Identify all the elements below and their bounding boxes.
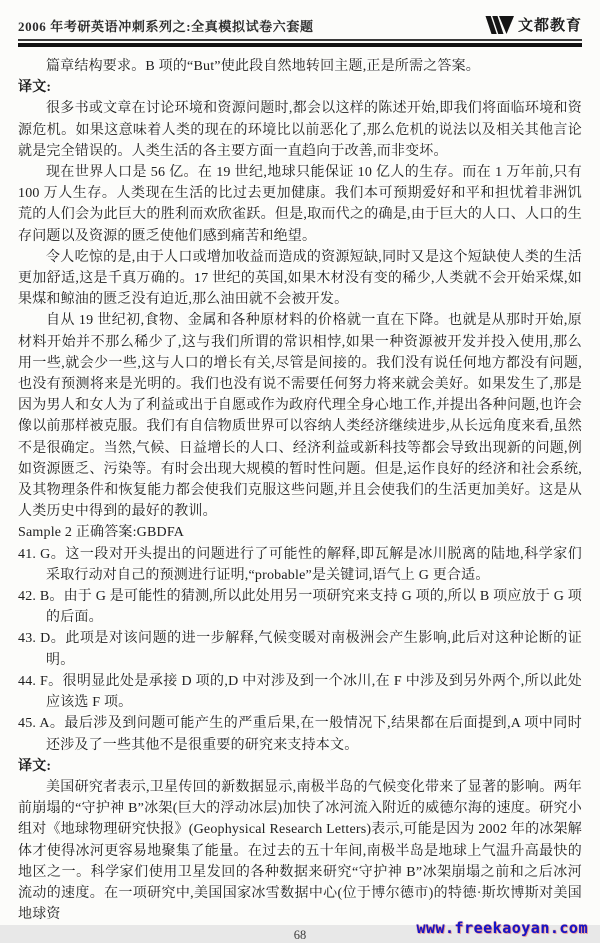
answer-item: 45. A。最后涉及到问题可能产生的严重后果,在一般情况下,结果都在后面提到,A 项中同时还涉及了一些其他不是很重要的研究来支持本文。 bbox=[18, 716, 582, 753]
watermark-link[interactable]: www.freekaoyan.com bbox=[416, 919, 588, 938]
header-title: 2006 年考研英语冲刺系列之:全真模拟试卷六套题 bbox=[18, 19, 314, 34]
translation-label: 译文: bbox=[18, 80, 52, 96]
paragraph: 令人吃惊的是,由于人口或增加收益而造成的资源短缺,同时又是这个短缺使人类的生活更加舒适,这是千真万确的。17 世纪的英国,如果木材没有变的稀少,人类就不会开始采煤,如果煤和鲸油的匮乏没有迫近,那么油田就不会被开发。 bbox=[18, 249, 582, 308]
header-rule-thin bbox=[18, 39, 582, 41]
answer-item: 44. F。很明显此处是承接 D 项的,D 中对涉及到一个冰川,在 F 中涉及到另外两个,所以此处应该选 F 项。 bbox=[18, 673, 582, 711]
header-rules bbox=[0, 35, 600, 47]
answer-item: 43. D。此项是对该问题的进一步解释,气候变暖对南极洲会产生影响,此后对这种论断的证明。 bbox=[18, 631, 582, 668]
document-body bbox=[0, 47, 600, 925]
page-header bbox=[0, 0, 600, 35]
answer-item: 41. G。这一段对开头提出的问题进行了可能性的解释,即瓦解是冰川脱离的陆地,科学家们采取行动对自己的预测进行证明,“probable”是关键词,语气上 G 更合适。 bbox=[18, 546, 582, 583]
paragraph: 篇章结构要求。B 项的“But”使此段自然地转回主题,正是所需之答案。 bbox=[46, 59, 480, 74]
page-number: 68 bbox=[293, 928, 307, 943]
paragraph: 现在世界人口是 56 亿。在 19 世纪,地球只能保证 10 亿人的生存。而在 1 万年前,只有 100 万人生存。人类现在生活的比过去更加健康。我们本可预期爱好和平和担忧着非洲饥荒的人们会为此巨大的胜利而欢欣雀跃。但是,取而代之的确是,由于巨大的人口、人口的生存问题以及资源的匮乏使他们感到痛苦和绝望。 bbox=[18, 165, 582, 244]
answer-item: 42. B。由于 G 是可能性的猜测,所以此处用另一项研究来支持 G 项的,所以 B 项应放于 G 项的后面。 bbox=[18, 589, 582, 626]
translation-label: 译文: bbox=[18, 758, 52, 774]
paragraph: 很多书或文章在讨论环境和资源问题时,都会以这样的陈述开始,即我们将面临环境和资源危机。如果这意味着人类的现在的环境比以前恶化了,那么危机的说法以及相关其他言论就是完全错误的。人类生活的各主要方面一直趋向于改善,而非变坏。 bbox=[18, 101, 582, 159]
page-footer bbox=[0, 919, 600, 943]
wendu-logo bbox=[484, 14, 582, 35]
wendu-w-logo-icon bbox=[484, 16, 514, 34]
answer-key-line: Sample 2 正确答案:GBDFA bbox=[18, 525, 185, 541]
logo-text: 文都教育 bbox=[517, 17, 582, 34]
paragraph: 美国研究者表示,卫星传回的新数据显示,南极半岛的气候变化带来了显著的影响。两年前崩塌的“守护神 B”冰架(巨大的浮动冰层)加快了冰河流入附近的威德尔海的速度。研究小组对《地球物理研究快报》(Geophysical Research Letters)表示,可能是因为 2002 年的冰架解体才使得冰河更容易地聚集了能量。在过去的五十年间,南极半岛是地球上气温升高最快的地区之一。科学家们使用卫星发回的各种数据来研究“守护神 B”冰架崩塌之前和之后冰河流动的速度。在一项研究中,美国国家冰雪数据中心(位于博尔德市)的特德·斯坎博斯对美国地球资 bbox=[18, 779, 582, 923]
paragraph: 自从 19 世纪初,食物、金属和各种原材料的价格就一直在下降。也就是从那时开始,原材料开始并不那么稀少了,这与我们所谓的常识相悖,如果一种资源被开发并投入使用,那么用一些,就会少一些,这与人口的增长有关,尽管是间接的。我们没有说任何地方都没有问题,也没有预测将来是光明的。我们也没有说不需要任何努力将来就会美好。如果发生了,那是因为男人和女人为了利益或出于自愿或作为政府代理全身心地工作,并提出各种问题,也许会像以前那样被克服。我们有自信物质世界可以容纳人类经济继续进步,从长远角度来看,虽然不是很确定。当然,气候、日益增长的人口、经济利益或新科技等都会导致出现新的问题,例如资源匮乏、污染等。有时会出现大规模的暂时性问题。但是,运作良好的经济和社会系统,及其物理条件和恢复能力都会使我们克服这些问题,并且会使我们的生活更加美好。这是从人类历史中得到的最好的教训。 bbox=[18, 313, 582, 520]
